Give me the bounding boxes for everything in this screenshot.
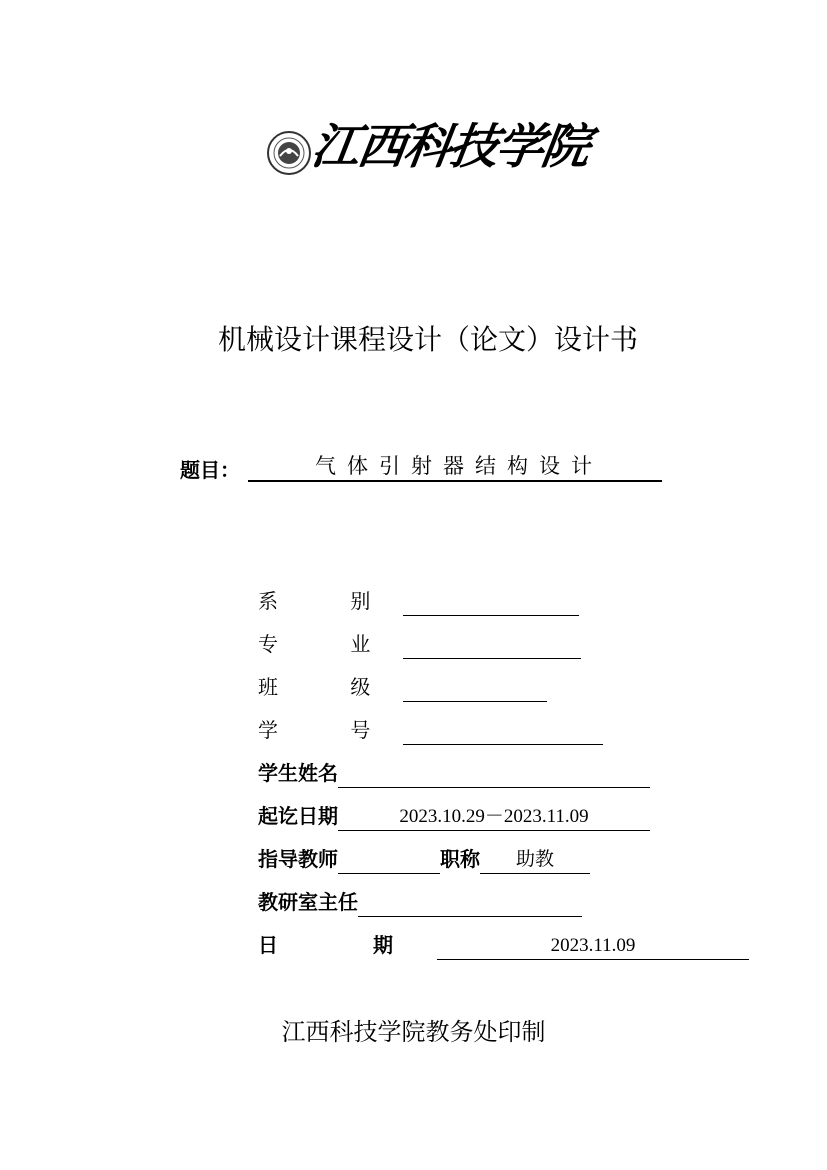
document-title: 机械设计课程设计（论文）设计书 [218, 323, 639, 356]
topic-label: 题目： [180, 458, 240, 482]
title-rank-label: 职称 [440, 847, 480, 871]
field-director [258, 887, 582, 917]
student-id-label: 学 号 [258, 718, 404, 742]
period-value: 2023.10.29－2023.11.09 [338, 804, 650, 831]
field-student-id [258, 715, 603, 745]
period-label: 起讫日期 [258, 804, 338, 828]
title-rank-value: 助教 [480, 847, 590, 874]
advisor-label: 指导教师 [258, 847, 338, 871]
college-seal-icon [266, 130, 312, 176]
class-value [403, 675, 547, 702]
director-label: 教研室主任 [258, 890, 358, 914]
student-id-value [403, 718, 603, 745]
director-value [358, 890, 582, 917]
field-student-name [258, 758, 650, 788]
college-logo [262, 108, 592, 180]
advisor-value [338, 847, 440, 874]
major-label: 专 业 [258, 632, 404, 656]
field-date [258, 930, 749, 960]
field-major [258, 629, 581, 659]
department-value [403, 589, 579, 616]
student-name-label: 学生姓名 [258, 761, 338, 785]
date-label: 日 期 [258, 933, 437, 957]
topic-row [180, 450, 670, 486]
field-period [258, 801, 650, 831]
college-logo-text: 江西科技学院 [308, 119, 592, 175]
footer-printer-note: 江西科技学院教务处印制 [281, 1018, 546, 1046]
topic-value: 气体引射器结构设计 [248, 450, 662, 482]
major-value [403, 632, 581, 659]
field-class [258, 672, 547, 702]
date-value: 2023.11.09 [437, 933, 749, 960]
department-label: 系 别 [258, 589, 404, 613]
student-name-value [338, 761, 650, 788]
field-department [258, 586, 579, 616]
class-label: 班 级 [258, 675, 404, 699]
field-advisor [258, 844, 590, 874]
